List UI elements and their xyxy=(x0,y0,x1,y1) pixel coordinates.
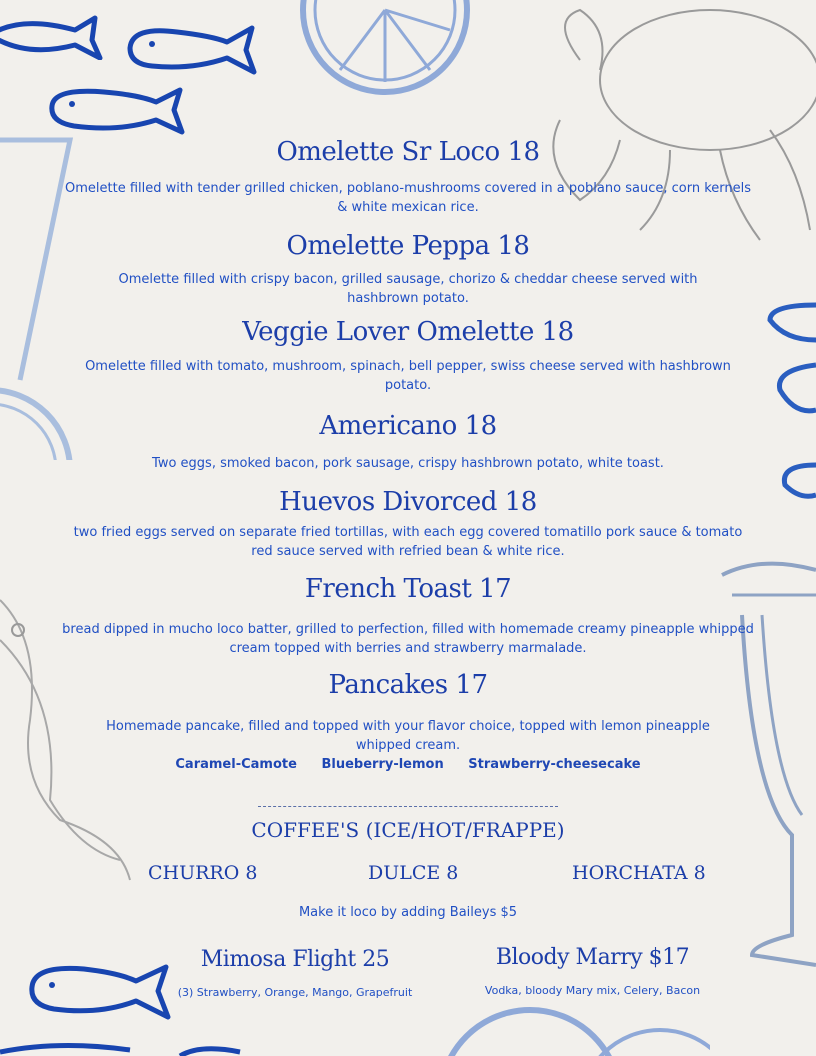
drink-title: Bloody Marry $17 xyxy=(495,945,690,970)
menu-item-title: Veggie Lover Omelette 18 xyxy=(242,317,574,347)
menu-item-description: Two eggs, smoked bacon, pork sausage, crispy hashbrown potato, white toast. xyxy=(152,456,664,471)
menu-item-description: two fried eggs served on separate fried tortillas, with each egg covered tomatillo pork sauce & tomato red sauce served with refried bean & white rice. xyxy=(73,525,743,559)
coffee-note: Make it loco by adding Baileys $5 xyxy=(298,905,518,920)
menu-item-title: Americano 18 xyxy=(319,411,497,441)
drink-description: Vodka, bloody Mary mix, Celery, Bacon xyxy=(484,984,701,997)
menu-item-description: bread dipped in mucho loco batter, grilled to perfection, filled with homemade creamy pineapple whipped cream topped with berries and strawberry marmalade. xyxy=(62,622,754,656)
menu-item-description: Omelette filled with crispy bacon, grilled sausage, chorizo & cheddar cheese served with hashbrown potato. xyxy=(118,272,698,306)
flavor-option: Blueberry-lemon xyxy=(321,757,444,772)
coffee-section-title: COFFEE'S (ICE/HOT/FRAPPE) xyxy=(251,818,565,842)
flavor-option: Strawberry-cheesecake xyxy=(468,757,641,772)
coffee-item: DULCE 8 xyxy=(368,862,459,884)
section-divider xyxy=(258,806,558,807)
menu-item-title: Omelette Sr Loco 18 xyxy=(276,137,540,167)
drink-description: (3) Strawberry, Orange, Mango, Grapefruit xyxy=(177,986,413,999)
pancake-flavor-list xyxy=(0,757,816,772)
coffee-item: HORCHATA 8 xyxy=(572,862,706,884)
menu-item-description: Omelette filled with tomato, mushroom, spinach, bell pepper, swiss cheese served with hashbrown potato. xyxy=(85,359,731,393)
menu-item-title: Huevos Divorced 18 xyxy=(279,487,537,517)
menu-item-title: Pancakes 17 xyxy=(328,670,488,700)
menu-item-title: French Toast 17 xyxy=(304,574,512,604)
flavor-option: Caramel-Camote xyxy=(175,757,297,772)
coffee-item: CHURRO 8 xyxy=(148,862,258,884)
menu-item-title: Omelette Peppa 18 xyxy=(286,231,530,261)
menu-item-description: Omelette filled with tender grilled chicken, poblano-mushrooms covered in a poblano sauce, corn kernels & white mexican rice. xyxy=(65,181,751,215)
menu-item-description: Homemade pancake, filled and topped with your flavor choice, topped with lemon pineapple whipped cream. xyxy=(106,719,710,753)
drink-title: Mimosa Flight 25 xyxy=(200,947,390,972)
